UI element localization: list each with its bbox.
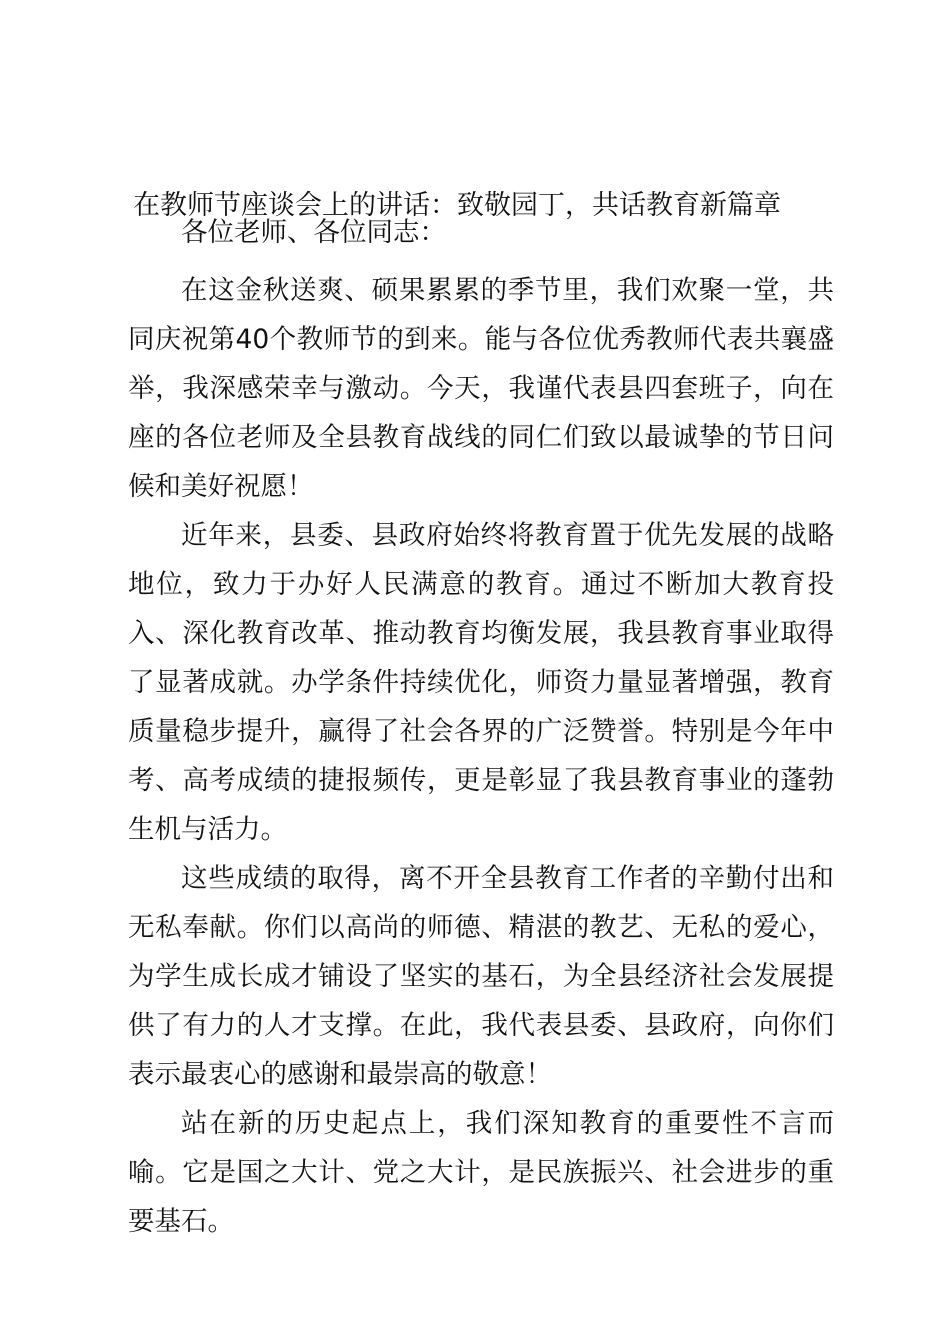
document-body (128, 208, 834, 1246)
paragraph-3: 这些成绩的取得，离不开全县教育工作者的辛勤付出和无私奉献。你们以高尚的师德、精湛的教艺、无私的爱心，为学生成长成才铺设了坚实的基石，为全县经济社会发展提供了有力的人才支撑。在此，我代表县委、县政府，向你们表示最衷心的感谢和最崇高的敬意！ (128, 863, 834, 1090)
document-title: 在教师节座谈会上的讲话：致敬园丁，共话教育新篇章 (133, 190, 781, 221)
paragraph-1: 在这金秋送爽、硕果累累的季节里，我们欢聚一堂，共同庆祝第40个教师节的到来。能与各位优秀教师代表共襄盛举，我深感荣幸与激动。今天，我谨代表县四套班子，向在座的各位老师及全县教育战线的同仁们致以最诚挚的节日问候和美好祝愿！ (128, 275, 834, 502)
greeting-line: 各位老师、各位同志： (181, 217, 446, 248)
paragraph-2: 近年来，县委、县政府始终将教育置于优先发展的战略地位，致力于办好人民满意的教育。通过不断加大教育投入、深化教育改革、推动教育均衡发展，我县教育事业取得了显著成就。办学条件持续优化，师资力量显著增强，教育质量稳步提升，赢得了社会各界的广泛赞誉。特别是今年中考、高考成绩的捷报频传，更是彰显了我县教育事业的蓬勃生机与活力。 (128, 520, 834, 845)
paragraph-4: 站在新的历史起点上，我们深知教育的重要性不言而喻。它是国之大计、党之大计，是民族振兴、社会进步的重要基石。 (128, 1108, 834, 1237)
